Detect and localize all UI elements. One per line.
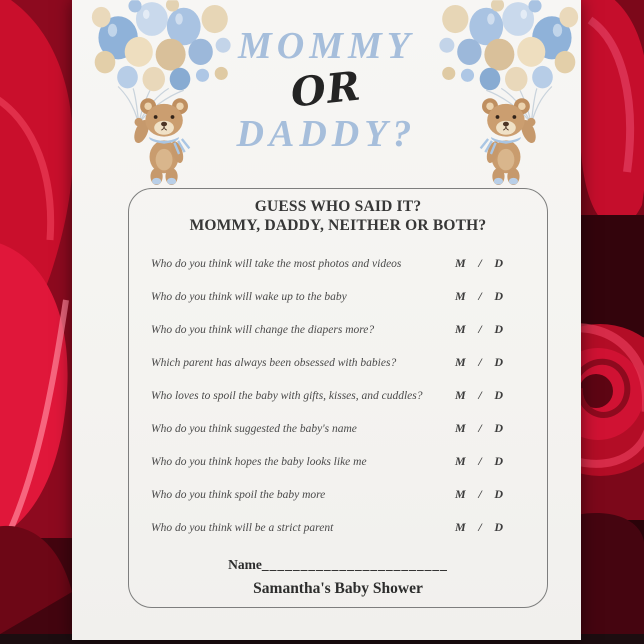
option-daddy: D xyxy=(494,289,503,303)
shower-footer: Samantha's Baby Shower xyxy=(253,580,423,597)
question-text: Who do you think suggested the baby's name xyxy=(151,422,357,435)
question-text: Which parent has always been obsessed with babies? xyxy=(151,356,397,369)
title-mommy: MOMMY xyxy=(237,25,416,67)
option-mommy: M xyxy=(455,520,466,534)
option-daddy: D xyxy=(494,487,503,501)
answer-options xyxy=(455,421,503,436)
option-separator: / xyxy=(478,256,482,270)
question-row xyxy=(129,379,547,412)
question-row xyxy=(129,412,547,445)
name-label: Name xyxy=(228,557,262,572)
answer-options xyxy=(455,355,503,370)
title-daddy: DADDY? xyxy=(236,113,417,155)
question-row xyxy=(129,511,547,544)
question-row xyxy=(129,445,547,478)
answer-options xyxy=(455,256,503,271)
option-mommy: M xyxy=(455,256,466,270)
question-list xyxy=(129,247,547,544)
option-daddy: D xyxy=(494,388,503,402)
game-card xyxy=(72,0,581,640)
question-text: Who do you think spoil the baby more xyxy=(151,488,326,501)
name-row xyxy=(129,557,547,573)
option-daddy: D xyxy=(494,421,503,435)
question-text: Who do you think will be a strict parent xyxy=(151,521,334,534)
card-title xyxy=(72,24,581,156)
option-separator: / xyxy=(478,520,482,534)
question-row xyxy=(129,313,547,346)
quiz-heading xyxy=(129,198,547,235)
answer-options xyxy=(455,487,503,502)
option-mommy: M xyxy=(455,355,466,369)
answer-options xyxy=(455,388,503,403)
name-blank-line: ________________________ xyxy=(261,557,448,572)
question-text: Who loves to spoil the baby with gifts, kisses, and cuddles? xyxy=(151,389,423,402)
option-separator: / xyxy=(478,388,482,402)
option-daddy: D xyxy=(494,322,503,336)
question-text: Who do you think will wake up to the baby xyxy=(151,290,347,303)
option-separator: / xyxy=(478,322,482,336)
question-text: Who do you think will take the most photos and videos xyxy=(151,257,402,270)
option-daddy: D xyxy=(494,355,503,369)
title-or: OR xyxy=(289,62,364,117)
option-mommy: M xyxy=(455,322,466,336)
quiz-box xyxy=(128,188,548,608)
answer-options xyxy=(455,289,503,304)
question-row xyxy=(129,346,547,379)
option-mommy: M xyxy=(455,454,466,468)
option-separator: / xyxy=(478,454,482,468)
question-row xyxy=(129,478,547,511)
option-daddy: D xyxy=(494,520,503,534)
quiz-heading-line2: MOMMY, DADDY, NEITHER OR BOTH? xyxy=(189,216,487,234)
option-separator: / xyxy=(478,487,482,501)
quiz-heading-line1: GUESS WHO SAID IT? xyxy=(254,198,422,215)
question-text: Who do you think hopes the baby looks like me xyxy=(151,455,367,468)
option-separator: / xyxy=(478,289,482,303)
question-row xyxy=(129,247,547,280)
answer-options xyxy=(455,322,503,337)
answer-options xyxy=(455,520,503,535)
option-separator: / xyxy=(478,421,482,435)
option-mommy: M xyxy=(455,388,466,402)
option-daddy: D xyxy=(494,256,503,270)
option-mommy: M xyxy=(455,487,466,501)
question-text: Who do you think will change the diapers more? xyxy=(151,323,375,336)
question-row xyxy=(129,280,547,313)
option-daddy: D xyxy=(494,454,503,468)
option-separator: / xyxy=(478,355,482,369)
option-mommy: M xyxy=(455,421,466,435)
answer-options xyxy=(455,454,503,469)
option-mommy: M xyxy=(455,289,466,303)
